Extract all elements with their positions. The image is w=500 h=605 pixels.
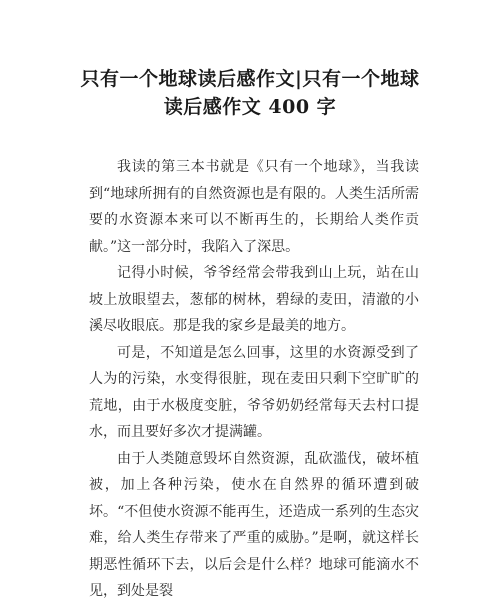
paragraph-1: 我读的第三本书就是《只有一个地球》，当我读到“地球所拥有的自然资源也是有限的。人类生活所需要的水资源本来可以不断再生的，长期给人类作贡献。”这一部分时，我陷入了深思。 <box>89 159 419 255</box>
paragraph-2: 记得小时候，爷爷经常会带我到山上玩，站在山坡上放眼望去，葱郁的树林，碧绿的麦田，清澈的小溪尽收眼底。那是我的家乡是最美的地方。 <box>89 265 419 334</box>
title-line-2: 读后感作文 400 字 <box>163 96 337 118</box>
paragraph-4: 由于人类随意毁坏自然资源，乱砍滥伐，破坏植被，加上各种污染，使水在自然界的循环遭到破坏。“不但使水资源不能再生，还造成一系列的生态灾难，给人类生存带来了严重的威胁。”是啊，就这样长期恶性循环下去，以后会是什么样？地球可能滴水不见，到处是裂 <box>89 450 419 599</box>
title-line-1: 只有一个地球读后感作文|只有一个地球 <box>80 68 420 90</box>
paragraph-3: 可是，不知道是怎么回事，这里的水资源受到了人为的污染，水变得很脏，现在麦田只剩下空旷旷的荒地，由于水极度变脏，爷爷奶奶经常每天去村口提水，而且要好多次才提满罐。 <box>89 344 419 440</box>
article-body <box>89 154 419 605</box>
page-title <box>70 65 430 121</box>
